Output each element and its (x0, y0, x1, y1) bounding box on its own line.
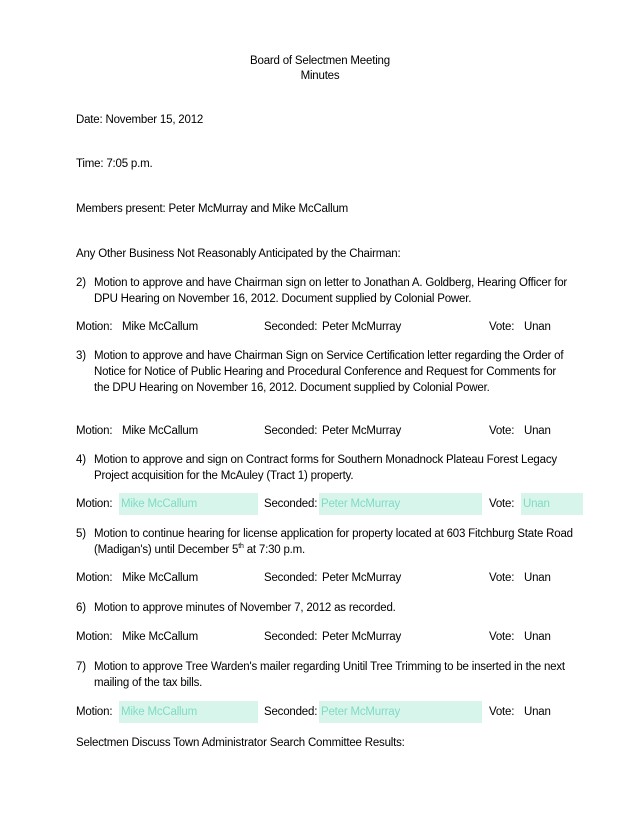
motion-row (76, 701, 586, 723)
vote-label: Vote: (489, 706, 515, 718)
motion-value: Mike McCallum (121, 498, 197, 510)
motion-label: Motion: (76, 498, 113, 510)
seconded-label: Seconded: (264, 321, 318, 333)
item-number: 6) (76, 602, 86, 614)
seconded-value: Peter McMurray (322, 631, 401, 643)
item-text-main: Motion to continue hearing for license application for property located at 603 Fitchburg State Road (Madigan's) until December 5 (94, 528, 573, 556)
motion-label: Motion: (76, 321, 113, 333)
vote-value: Unan (524, 631, 551, 643)
motion-row (76, 567, 586, 589)
item-text: Motion to approve Tree Warden's mailer regarding Unitil Tree Trimming to be inserted in the next mailing of the tax bills. (94, 661, 565, 689)
item-text (94, 526, 574, 558)
vote-value: Unan (524, 572, 551, 584)
members-present: Members present: Peter McMurray and Mike McCallum (76, 203, 349, 215)
motion-value: Mike McCallum (122, 572, 198, 584)
item-number: 5) (76, 528, 86, 540)
section-heading-search-committee: Selectmen Discuss Town Administrator Search Committee Results: (76, 737, 405, 749)
motion-row (76, 493, 586, 515)
motion-form-field[interactable] (119, 493, 258, 515)
vote-label: Vote: (489, 631, 515, 643)
meeting-date: Date: November 15, 2012 (76, 114, 204, 126)
item-text-end: at 7:30 p.m. (243, 544, 306, 556)
minutes-title: Minutes (300, 70, 340, 82)
seconded-value: Peter McMurray (322, 425, 401, 437)
motion-value: Mike McCallum (122, 321, 198, 333)
motion-label: Motion: (76, 572, 113, 584)
item-text: Motion to approve and have Chairman sign on letter to Jonathan A. Goldberg, Hearing Officer for DPU Hearing on November 16, 2012. Document supplied by Colonial Power. (94, 277, 568, 305)
motion-form-field[interactable] (119, 701, 258, 723)
item-number: 7) (76, 661, 86, 673)
vote-form-field[interactable] (521, 493, 583, 515)
motion-row (76, 420, 586, 442)
motion-value: Mike McCallum (122, 425, 198, 437)
vote-label: Vote: (489, 572, 515, 584)
vote-label: Vote: (489, 498, 515, 510)
item-number: 4) (76, 454, 86, 466)
vote-value: Unan (524, 425, 551, 437)
meeting-title: Board of Selectmen Meeting (250, 55, 390, 67)
seconded-value: Peter McMurray (322, 572, 401, 584)
vote-value: Unan (524, 321, 551, 333)
motion-row (76, 626, 586, 648)
seconded-label: Seconded: (264, 425, 318, 437)
motion-label: Motion: (76, 706, 113, 718)
motion-row (76, 316, 586, 338)
seconded-label: Seconded: (264, 706, 318, 718)
vote-value: Unan (524, 706, 551, 718)
seconded-label: Seconded: (264, 631, 318, 643)
section-heading-other-business: Any Other Business Not Reasonably Anticipated by the Chairman: (76, 248, 401, 260)
item-text: Motion to approve and sign on Contract forms for Southern Monadnock Plateau Forest Legacy Project acquisition for the McAuley (Tract 1) property. (94, 454, 557, 482)
vote-value: Unan (523, 498, 550, 510)
seconded-value: Peter McMurray (321, 498, 400, 510)
motion-value: Mike McCallum (121, 706, 197, 718)
item-number: 3) (76, 350, 86, 362)
vote-label: Vote: (489, 425, 515, 437)
vote-label: Vote: (489, 321, 515, 333)
item-number: 2) (76, 277, 86, 289)
ordinal-suffix: th (238, 543, 244, 551)
motion-value: Mike McCallum (122, 631, 198, 643)
seconded-label: Seconded: (264, 498, 318, 510)
seconded-form-field[interactable] (319, 493, 482, 515)
seconded-value: Peter McMurray (322, 321, 401, 333)
motion-label: Motion: (76, 631, 113, 643)
seconded-form-field[interactable] (319, 701, 482, 723)
motion-label: Motion: (76, 425, 113, 437)
item-text: Motion to approve minutes of November 7, 2012 as recorded. (94, 602, 396, 614)
item-text: Motion to approve and have Chairman Sign on Service Certification letter regarding the Order of Notice for Notice of Public Hearing and Procedural Conference and Request for Comments for the DPU Hearing on November 16, 2012. Document supplied by Colonial Power. (94, 350, 564, 394)
seconded-label: Seconded: (264, 572, 318, 584)
meeting-time: Time: 7:05 p.m. (76, 158, 153, 170)
seconded-value: Peter McMurray (321, 706, 400, 718)
